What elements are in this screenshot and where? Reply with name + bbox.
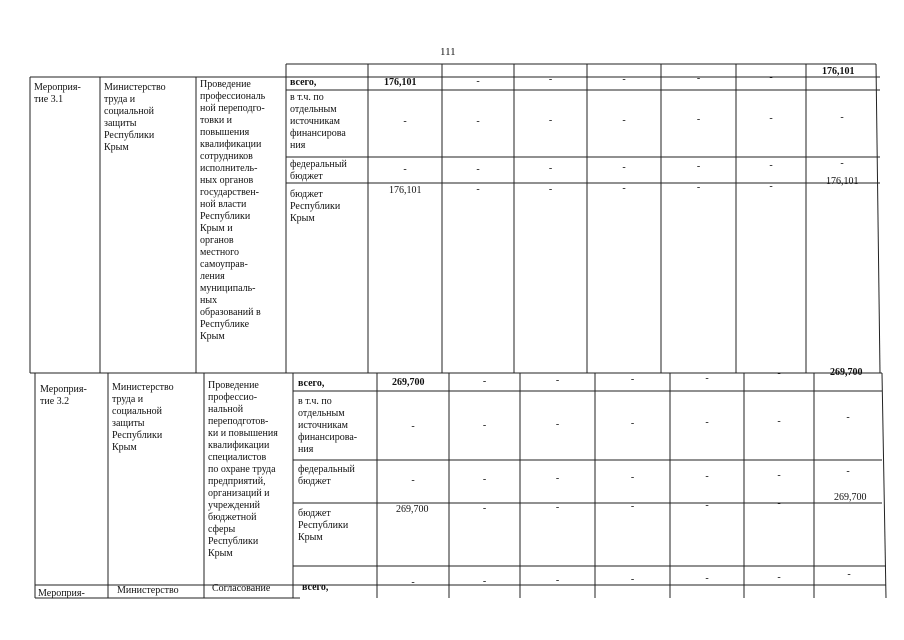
cell-dash: - — [482, 420, 487, 431]
cell-dash: - — [769, 113, 773, 124]
executor: Министерство — [117, 585, 179, 596]
cell-dash: - — [769, 181, 773, 192]
cell-dash: - — [555, 375, 560, 386]
cell-dash: - — [403, 164, 407, 175]
page-number: 111 — [440, 46, 456, 58]
cell-dash: - — [630, 374, 635, 385]
cell-dash: - — [777, 368, 781, 379]
cell-dash: - — [476, 184, 480, 195]
total-value: 269,700 — [392, 377, 425, 388]
cell-dash: - — [777, 572, 781, 583]
cell-dash: - — [476, 76, 480, 87]
total-label: всего, — [298, 378, 325, 389]
cell-dash: - — [840, 112, 844, 123]
cell-dash: - — [482, 474, 487, 485]
source-label: федеральный бюджет — [298, 464, 355, 487]
cell-dash: - — [622, 115, 626, 126]
cell-dash: - — [482, 503, 487, 514]
cell-dash: - — [777, 498, 781, 509]
cell-dash: - — [630, 574, 635, 585]
cell-dash: - — [769, 160, 773, 171]
cell-dash: - — [777, 470, 781, 481]
total-label: всего, — [290, 77, 317, 88]
cell-dash: - — [705, 471, 709, 482]
source-label: в т.ч. по отдельным источникам финансирова- ния — [298, 396, 358, 455]
cell-dash: - — [411, 475, 415, 486]
executor: Министерство труда и социальной защиты Республики Крым — [112, 382, 174, 453]
cell-dash: - — [630, 501, 635, 512]
source-value: 269,700 — [396, 504, 429, 515]
cell-dash: - — [847, 569, 851, 580]
source-label: в т.ч. по отдельным источникам финансирова ния — [290, 92, 346, 151]
cell-dash: - — [555, 473, 560, 484]
cell-dash: - — [777, 416, 781, 427]
cell-dash: - — [622, 162, 626, 173]
total-final: 269,700 — [830, 367, 863, 378]
total-label: всего, — [302, 582, 329, 593]
event-name: Мероприя- тие 3.2 — [40, 384, 87, 407]
cell-dash: - — [555, 502, 560, 513]
cell-dash: - — [696, 73, 701, 84]
cell-dash: - — [696, 182, 701, 193]
cell-dash: - — [548, 184, 553, 195]
cell-dash: - — [696, 114, 701, 125]
executor: Министерство труда и социальной защиты Республики Крым — [104, 82, 166, 153]
cell-dash: - — [482, 376, 487, 387]
source-label: бюджет Республики Крым — [290, 189, 341, 224]
source-label: бюджет Республики Крым — [298, 508, 349, 543]
event-description: Согласование — [212, 583, 271, 594]
cell-dash: - — [548, 74, 553, 85]
total-value: 176,101 — [384, 77, 417, 88]
cell-dash: - — [705, 417, 709, 428]
cell-dash: - — [622, 183, 626, 194]
cell-dash: - — [411, 421, 415, 432]
cell-dash: - — [403, 116, 407, 127]
event-name: Мероприя- — [38, 588, 85, 599]
source-final: 269,700 — [834, 492, 867, 503]
event-description: Проведение профессио- нальной переподготов- ки и повышения квалификации специалистов по охране труда предприятий, организаций и учреждений бюджетной сферы Республики Крым — [208, 380, 278, 559]
cell-dash: - — [555, 575, 560, 586]
event-name: Мероприя- тие 3.1 — [34, 82, 81, 105]
cell-dash: - — [630, 472, 635, 483]
event-description: Проведение профессиональ ной переподго- товки и повышения квалификации сотрудников исполнитель- ных органов государствен- ной власти Республики Крым и органов местного самоуправ- ления муниципаль- ных образований в Республике Крым — [200, 79, 266, 342]
cell-dash: - — [696, 161, 701, 172]
cell-dash: - — [482, 576, 487, 587]
cell-dash: - — [769, 72, 773, 83]
cell-dash: - — [630, 418, 635, 429]
source-value: 176,101 — [389, 185, 422, 196]
cell-dash: - — [846, 466, 850, 477]
source-final: 176,101 — [826, 176, 859, 187]
cell-dash: - — [705, 500, 709, 511]
cell-dash: - — [555, 419, 560, 430]
cell-dash: - — [846, 412, 850, 423]
cell-dash: - — [840, 158, 844, 169]
cell-dash: - — [705, 573, 709, 584]
cell-dash: - — [476, 116, 480, 127]
source-label: федеральный бюджет — [290, 159, 347, 182]
cell-dash: - — [705, 373, 709, 384]
cell-dash: - — [411, 577, 415, 588]
cell-dash: - — [476, 164, 480, 175]
total-final: 176,101 — [822, 66, 855, 77]
cell-dash: - — [548, 115, 553, 126]
cell-dash: - — [622, 74, 626, 85]
cell-dash: - — [548, 163, 553, 174]
